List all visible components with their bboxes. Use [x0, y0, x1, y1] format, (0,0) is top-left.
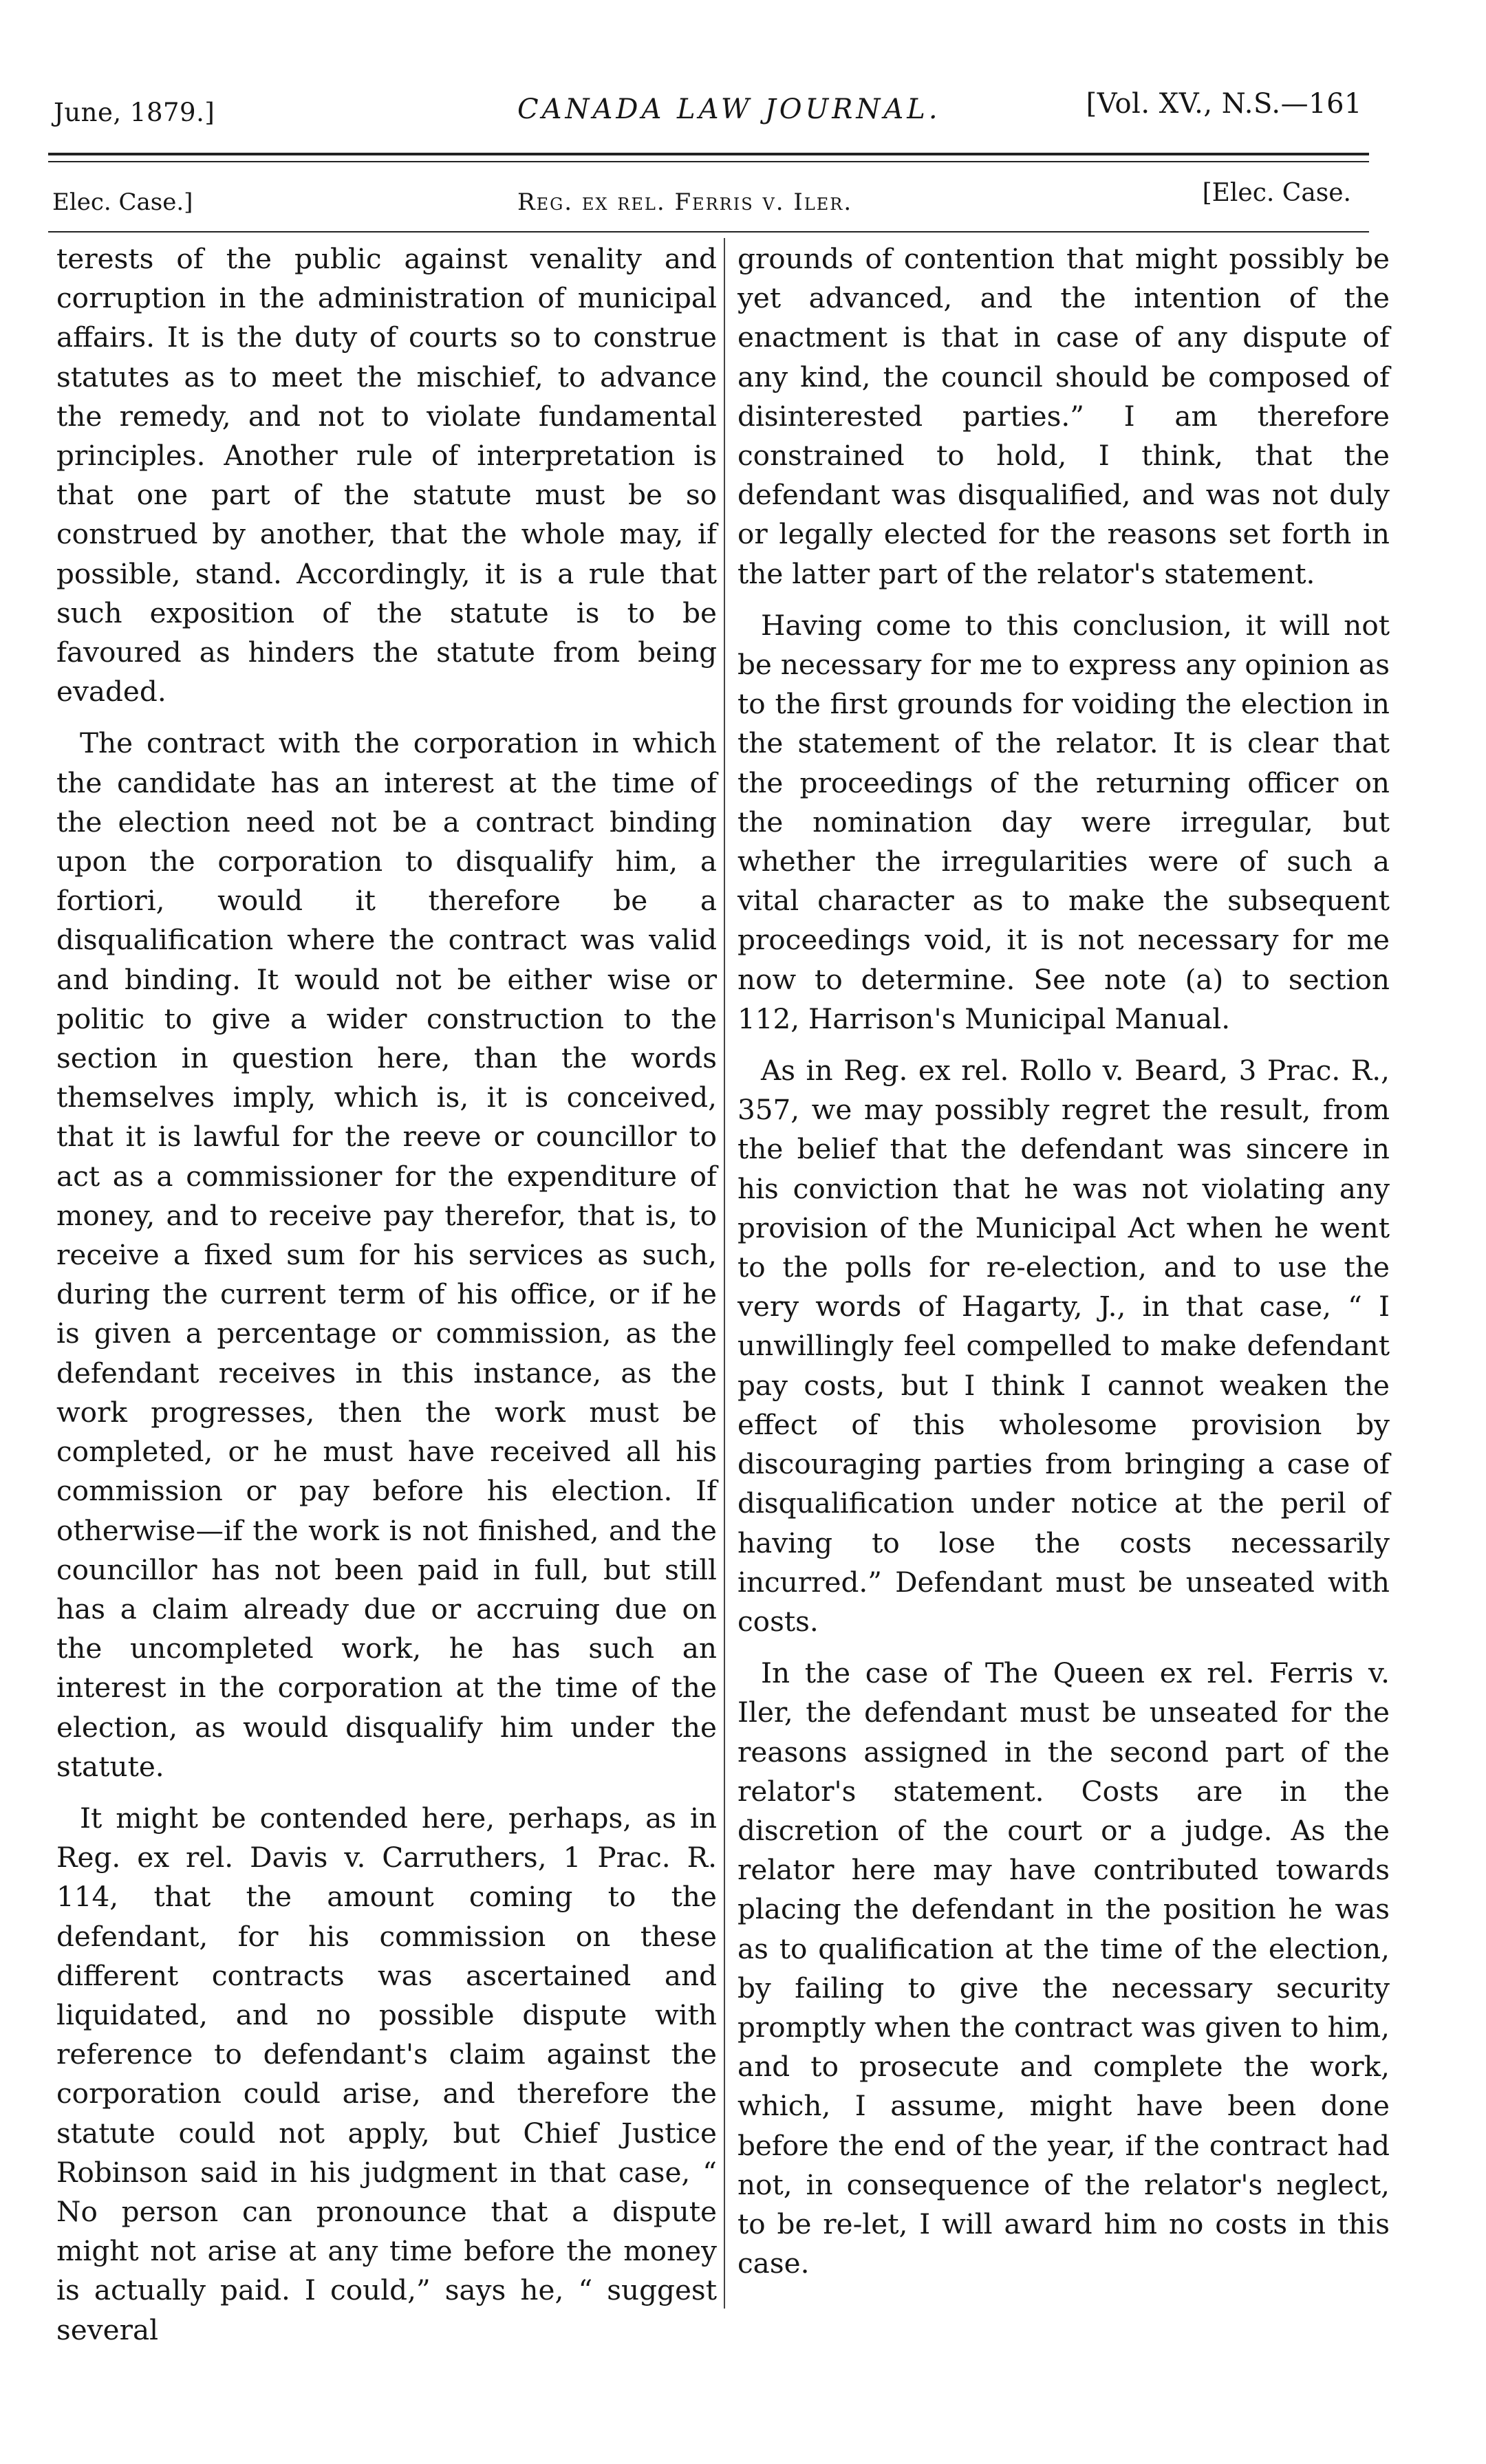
case-subheader — [0, 176, 1486, 224]
header-date: June, 1879.] — [54, 98, 215, 127]
left-paragraph-1: terests of the public against venality and corruption in the administration of municipal affairs. It is the duty of courts so to construe statutes as to meet the mischief, to advance the remedy, and not to violate fundamental principles. Another rule of interpretation is that one part of the statute must be so construed by another, that the whole may, if possible, stand. Accordingly, it is a rule that such exposition of the statute is to be favoured as hinders the statute from being evaded. — [56, 242, 717, 709]
right-column — [737, 239, 1390, 2295]
running-header — [0, 88, 1486, 143]
journal-title: CANADA LAW JOURNAL. — [517, 94, 941, 125]
case-name: Reg. ex rel. Ferris v. Iler. — [517, 188, 853, 216]
left-column — [56, 239, 717, 2362]
right-paragraph-1: grounds of contention that might possibly be yet advanced, and the intention of the enactment is that in case of any dispute of any kind, the council should be composed of disinterested parties.” I am therefore constrained to hold, I think, that the defendant was disqualified, and was not duly or legally elected for the reasons set forth in the latter part of the relator's statement. — [737, 242, 1390, 590]
right-paragraph-2: Having come to this conclusion, it will not be necessary for me to express any opinion as to the first grounds for voiding the election in the statement of the relator. It is clear that the proceedings of the returning officer on the nomination day were irregular, but whether the irregularities were of such a vital character as to make the subsequent proceedings void, it is not necessary for me now to determine. See note (a) to section 112, Harrison's Municipal Manual. — [737, 608, 1390, 1035]
left-paragraph-2: The contract with the corporation in which the candidate has an interest at the time of the election need not be a contract binding upon the corporation to disqualify him, a fortiori, would it therefore be a disqualification where the contract was valid and binding. It would not be either wise or politic to give a wider construction to the section in question here, than the words themselves imply, which is, it is conceived, that it is lawful for the reeve or councillor to act as a commissioner for the expenditure of money, and to receive pay therefor, that is, to receive a fixed sum for his services as such, during the current term of his office, or if he is given a percentage or commission, as the defendant receives in this instance, as the work progresses, then the work must be completed, or he must have received all his commission or pay before his election. If otherwise—if the work is not finished, and the councillor has not been paid in full, but still has a claim already due or accruing due on the uncompleted work, he has such an interest in the corporation at the time of the election, as would disqualify him under the statute. — [56, 726, 717, 1783]
column-divider — [724, 238, 725, 2309]
subheader-left: Elec. Case.] — [52, 188, 193, 216]
subheader-right: [Elec. Case. — [1202, 179, 1351, 207]
right-paragraph-4: In the case of The Queen ex rel. Ferris v. Iler, the defendant must be unseated for the reasons assigned in the second part of the relator's statement. Costs are in the discretion of the court or a judge. As the relator here may have contributed towards placing the defendant in the position he was as to qualification at the time of the election, by failing to give the necessary security promptly when the contract was given to him, and to prosecute and complete the work, which, I assume, might have been done before the end of the year, if the contract had not, in consequence of the relator's neglect, to be re-let, I will award him no costs in this case. — [737, 1656, 1390, 2280]
left-paragraph-3: It might be contended here, perhaps, as in Reg. ex rel. Davis v. Carruthers, 1 Prac. R. 114, that the amount coming to the defendant, for his commission on these different contracts was ascertained and liquidated, and no possible dispute with reference to defendant's claim against the corporation could arise, and therefore the statute could not apply, but Chief Justice Robinson said in his judgment in that case, “ No person can pronounce that a dispute might not arise at any time before the money is actually paid. I could,” says he, “ suggest several — [56, 1801, 717, 2346]
subheader-rule — [48, 231, 1369, 233]
volume-page-number: [Vol. XV., N.S.—161 — [1086, 88, 1362, 120]
header-rule-thick — [48, 153, 1369, 155]
right-paragraph-3: As in Reg. ex rel. Rollo v. Beard, 3 Prac. R., 357, we may possibly regret the result, from the belief that the defendant was sincere in his conviction that he was not violating any provision of the Municipal Act when he went to the polls for re-election, and to use the very words of Hagarty, J., in that case, “ I unwillingly feel compelled to make defendant pay costs, but I think I cannot weaken the effect of this wholesome provision by discouraging parties from bringing a case of disqualification under notice at the peril of having to lose the costs necessarily incurred.” Defendant must be unseated with costs. — [737, 1054, 1390, 1638]
header-rule-thin — [48, 161, 1369, 162]
